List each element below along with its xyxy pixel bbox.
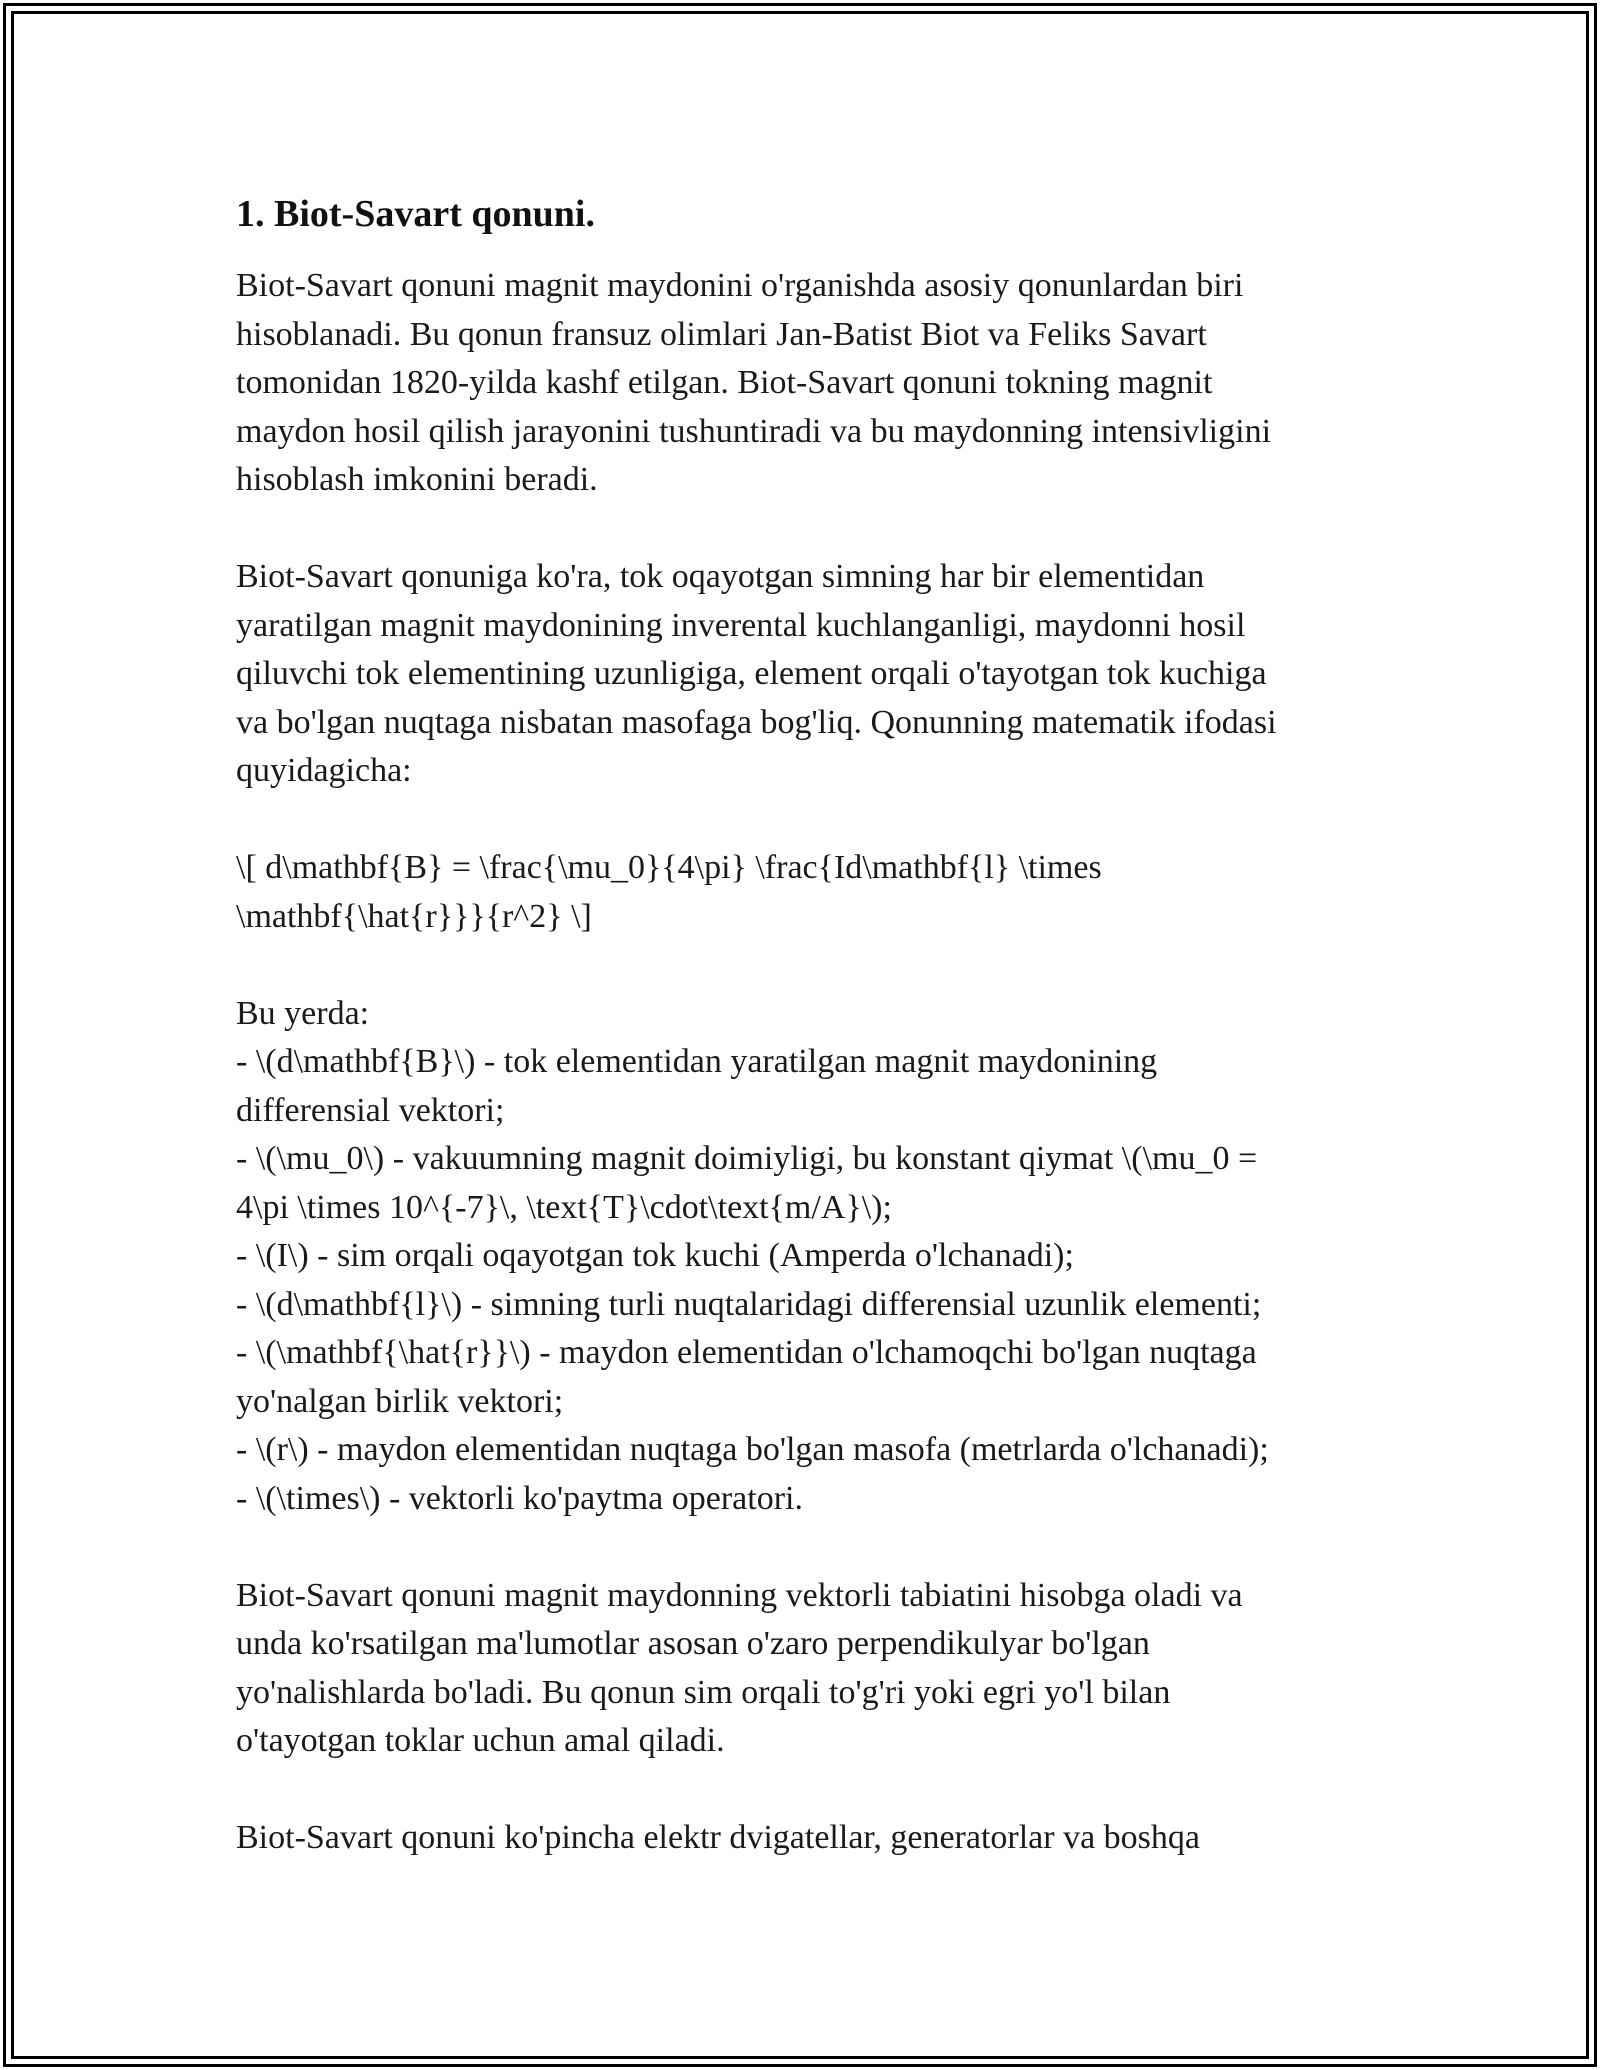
definition-item: - \(I\) - sim orqali oqayotgan tok kuchi (Amperda o'lchanadi);: [236, 1237, 1074, 1274]
paragraph-definitions: [236, 990, 1366, 1524]
paragraph-law-statement: [236, 553, 1366, 796]
definition-item: - \(d\mathbf{B}\) - tok elementidan yaratilgan magnit maydonining: [236, 1043, 1158, 1080]
text-line: o'tayotgan toklar uchun amal qiladi.: [236, 1722, 725, 1759]
formula-line: \[ d\mathbf{B} = \frac{\mu_0}{4\pi} \frac{Id\mathbf{l} \times: [236, 849, 1102, 886]
formula-line: \mathbf{\hat{r}}}{r^2} \]: [236, 897, 592, 935]
text-line: Bu yerda:: [236, 994, 370, 1032]
text-line: yaratilgan magnit maydonining inverental kuchlanganligi, maydonni hosil: [236, 606, 1246, 644]
text-line: yo'nalishlarda bo'ladi. Bu qonun sim orqali to'g'ri yoki egri yo'l bilan: [236, 1673, 1171, 1711]
text-line: va bo'lgan nuqtaga nisbatan masofaga bog'liq. Qonunning matematik ifodasi: [236, 703, 1277, 741]
text-line: Biot-Savart qonuniga ko'ra, tok oqayotgan simning har bir elementidan: [236, 558, 1205, 595]
text-line: hisoblanadi. Bu qonun fransuz olimlari Jan-Batist Biot va Feliks Savart: [236, 315, 1207, 353]
text-line: Biot-Savart qonuni magnit maydonini o'rganishda asosiy qonunlardan biri: [236, 267, 1244, 304]
definition-item: differensial vektori;: [236, 1091, 505, 1129]
document-body: [236, 190, 1366, 1911]
text-line: Biot-Savart qonuni ko'pincha elektr dvigatellar, generatorlar va boshqa: [236, 1819, 1201, 1856]
definition-item: - \(\times\) - vektorli ko'paytma operatori.: [236, 1479, 803, 1517]
text-line: quyidagicha:: [236, 752, 412, 789]
text-line: unda ko'rsatilgan ma'lumotlar asosan o'zaro perpendikulyar bo'lgan: [236, 1625, 1150, 1662]
definition-item: - \(\mu_0\) - vakuumning magnit doimiyligi, bu konstant qiymat \(\mu_0 =: [236, 1140, 1258, 1177]
paragraph-applications: [236, 1814, 1366, 1863]
definition-item: - \(d\mathbf{l}\) - simning turli nuqtalaridagi differensial uzunlik elementi;: [236, 1285, 1262, 1323]
text-line: tomonidan 1820-yilda kashf etilgan. Biot-Savart qonuni tokning magnit: [236, 364, 1213, 401]
text-line: qiluvchi tok elementining uzunligiga, element orqali o'tayotgan tok kuchiga: [236, 655, 1267, 692]
section-heading: 1. Biot-Savart qonuni.: [236, 193, 595, 235]
text-line: hisoblash imkonini beradi.: [236, 461, 598, 498]
paragraph-vector-nature: [236, 1572, 1366, 1766]
paragraph-formula: [236, 844, 1366, 941]
definition-item: yo'nalgan birlik vektori;: [236, 1382, 564, 1420]
text-line: maydon hosil qilish jarayonini tushuntiradi va bu maydonning intensivligini: [236, 412, 1272, 450]
definition-item: 4\pi \times 10^{-7}\, \text{T}\cdot\text{m/A}\);: [236, 1188, 892, 1226]
definition-item: - \(\mathbf{\hat{r}}\) - maydon elementidan o'lchamoqchi bo'lgan nuqtaga: [236, 1334, 1257, 1371]
paragraph-intro: [236, 262, 1366, 505]
definition-item: - \(r\) - maydon elementidan nuqtaga bo'lgan masofa (metrlarda o'lchanadi);: [236, 1431, 1269, 1468]
text-line: Biot-Savart qonuni magnit maydonning vektorli tabiatini hisobga oladi va: [236, 1576, 1243, 1614]
